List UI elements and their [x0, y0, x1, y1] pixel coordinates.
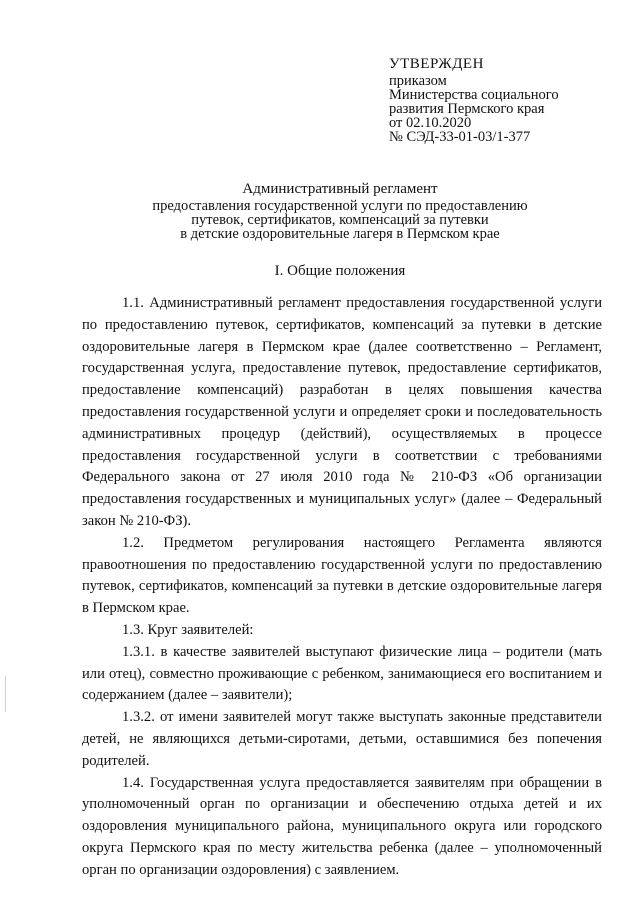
paragraph-1-1: 1.1. Административный регламент предоставления государственной услуги по предоставлению путевок, сертификатов, компенсаций за путевки в детские оздоровительные лагеря в Пермском крае (далее соответственно – Регламент, государственная услуга, предоставление путевок, предоставление сертификатов, предоставление компенсаций) разработан в целях повышения качества предоставления государственной услуги и определяет сроки и последовательность административных процедур (действий), осуществляемых в процессе предоставления государственной услуги в соответствии с требованиями Федерального закона от 27 июля 2010 года № 210-ФЗ «Об организации предоставления государственных и муниципальных услуг» (далее – Федеральный закон № 210-ФЗ).	[82, 295, 602, 529]
approval-line: развития Пермского края	[389, 101, 545, 117]
paragraph-1-2: 1.2. Предметом регулирования настоящего Регламента являются правоотношения по предоставлению государственной услуги по предоставлению путевок, сертификатов, компенсаций за путевки в детские оздоровительные лагеря в Пермском крае.	[82, 534, 602, 617]
subtitle-line: в детские оздоровительные лагеря в Пермском крае	[180, 226, 500, 242]
scan-margin-mark	[5, 676, 6, 712]
document-body	[82, 293, 602, 882]
approval-line: от 02.10.2020	[389, 115, 472, 131]
paragraph-1-3-2: 1.3.2. от имени заявителей могут также выступать законные представители детей, не являющихся детьми-сиротами, детьми, оставшимися без попечения родителей.	[82, 709, 602, 769]
subtitle-line: путевок, сертификатов, компенсаций за путевки	[191, 212, 489, 228]
approval-line: № СЭД-33-01-03/1-377	[389, 129, 531, 145]
approval-line: приказом	[389, 73, 447, 89]
paragraph-1-3: 1.3. Круг заявителей:	[122, 621, 254, 638]
subtitle-line: предоставления государственной услуги по предоставлению	[152, 198, 528, 214]
approval-heading: УТВЕРЖДЕН	[389, 56, 484, 72]
approval-line: Министерства социального	[389, 87, 559, 103]
document-title: Административный регламент	[242, 181, 438, 197]
paragraph-1-4: 1.4. Государственная услуга предоставляется заявителям при обращении в уполномоченный орган по организации и обеспечению отдыха детей и их оздоровления муниципального района, муниципального округа или городского округа Пермского края по месту жительства ребенка (далее – уполномоченный орган по организации оздоровления) с заявлением.	[82, 774, 602, 878]
paragraph-1-3-1: 1.3.1. в качестве заявителей выступают физические лица – родители (мать или отец), совместно проживающие с ребенком, занимающиеся его воспитанием и содержанием (далее – заявители);	[82, 643, 602, 704]
section-heading: I. Общие положения	[274, 263, 406, 279]
approval-stamp-block	[389, 56, 559, 144]
document-subtitle	[100, 199, 580, 241]
